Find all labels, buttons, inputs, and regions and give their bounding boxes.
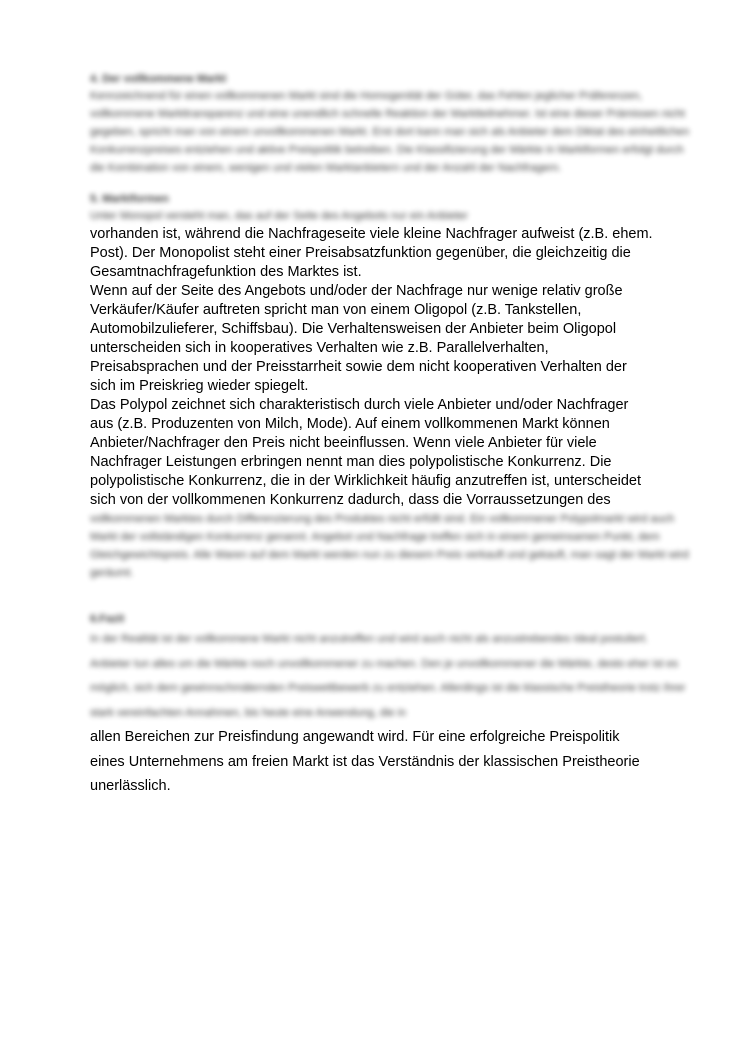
text-line: vorhanden ist, während die Nachfrageseite viele kleine Nachfrager aufweist (z.B. ehem. <box>90 226 653 242</box>
text-line: Automobilzulieferer, Schiffsbau). Die Verhaltensweisen der Anbieter beim Oligopol <box>90 321 617 337</box>
section-marktformen <box>90 192 690 582</box>
section-heading: 4. Der vollkommene Markt <box>90 73 227 85</box>
section-heading: 6.Fazit <box>90 613 125 625</box>
text-line: allen Bereichen zur Preisfindung angewandt wird. Für eine erfolgreiche Preispolitik <box>90 729 620 745</box>
section-heading: 5. Marktformen <box>90 193 169 205</box>
section-paragraph-visible <box>90 725 690 799</box>
section-paragraph-blurred: vollkommenen Marktes durch Differenzierung des Produktes nicht erfüllt sind. Ein vollkommener Polypolmarkt wird auch Markt der vollständigen Konkurrenz genannt. Angebot und Nachfrage treffen sich in einem gemeinsamen Punkt, dem Gleichgewichtspreis. Alle Waren auf dem Markt werden nun zu diesem Preis verkauft und gekauft, man sagt der Markt wird geräumt. <box>90 513 689 579</box>
section-paragraph-visible <box>90 225 690 510</box>
section-fazit <box>90 612 690 799</box>
section-paragraph: Kennzeichnend für einen vollkommenen Markt sind die Homogenität der Güter, das Fehlen jeglicher Präferenzen, vollkommene Markttransparenz und eine unendlich schnelle Reaktion der Marktteilnehmer. Ist eine dieser Prämissen nicht gegeben, spricht man von einem unvollkommenen Markt. Erst dort kann man sich als Anbieter dem Diktat des einheitlichen Konkurrenzpreises entziehen und aktive Preispolitik betreiben. Die Klassifizierung der Märkte in Marktformen erfolgt durch die Kombination von einem, wenigen und vielen Marktanbietern und der Anzahl der Nachfragern. <box>90 90 690 174</box>
text-line: Nachfrager Leistungen erbringen nennt man dies polypolistische Konkurrenz. Die <box>90 454 612 470</box>
document-content <box>90 72 690 799</box>
text-line: sich im Preiskrieg wieder spiegelt. <box>90 378 309 394</box>
section-der-vollkommene-markt <box>90 72 690 177</box>
blurred-region-fazit <box>90 612 690 725</box>
text-line: Verkäufer/Käufer auftreten spricht man von einem Oligopol (z.B. Tankstellen, <box>90 302 582 318</box>
text-line: Preisabsprachen und der Preisstarrheit sowie dem nicht kooperativen Verhalten der <box>90 359 627 375</box>
text-line: Anbieter/Nachfrager den Preis nicht beeinflussen. Wenn viele Anbieter für viele <box>90 435 597 451</box>
text-line: sich von der vollkommenen Konkurrenz dadurch, dass die Vorraussetzungen des <box>90 492 611 508</box>
section-paragraph-blurred: Unter Monopol versteht man, das auf der Seite des Angebots nur ein Anbieter <box>90 210 468 222</box>
blurred-region-top <box>90 192 690 225</box>
text-line: Gesamtnachfragefunktion des Marktes ist. <box>90 264 362 280</box>
text-line: polypolistische Konkurrenz, die in der Wirklichkeit häufig anzutreffen ist, unterscheidet <box>90 473 642 489</box>
section-paragraph-blurred: In der Realität ist der vollkommene Markt nicht anzutreffen und wird auch nicht als anzustrebendes Ideal postuliert. Anbieter tun alles um die Märkte noch unvollkommener zu machen. Den je unvollkommener die Märkte, desto eher ist es möglich, sich dem gewinnschmälernden Preiswettbewerb zu entziehen. Allerdings ist die klassische Preistheorie trotz ihrer stark vereinfachten Annahmen, bis heute eine Anwendung, die in <box>90 633 686 719</box>
blurred-region-bottom <box>90 510 690 582</box>
text-line: eines Unternehmens am freien Markt ist das Verständnis der klassischen Preistheorie <box>90 753 640 770</box>
text-line: Post). Der Monopolist steht einer Preisabsatzfunktion gegenüber, die gleichzeitig die <box>90 245 631 261</box>
text-line: Wenn auf der Seite des Angebots und/oder der Nachfrage nur wenige relativ große <box>90 283 623 299</box>
text-line: aus (z.B. Produzenten von Milch, Mode). Auf einem vollkommenen Markt können <box>90 416 610 432</box>
text-line: unterscheiden sich in kooperatives Verhalten wie z.B. Parallelverhalten, <box>90 340 549 356</box>
text-line: unerlässlich. <box>90 778 171 794</box>
text-line: Das Polypol zeichnet sich charakteristisch durch viele Anbieter und/oder Nachfrager <box>90 397 629 413</box>
